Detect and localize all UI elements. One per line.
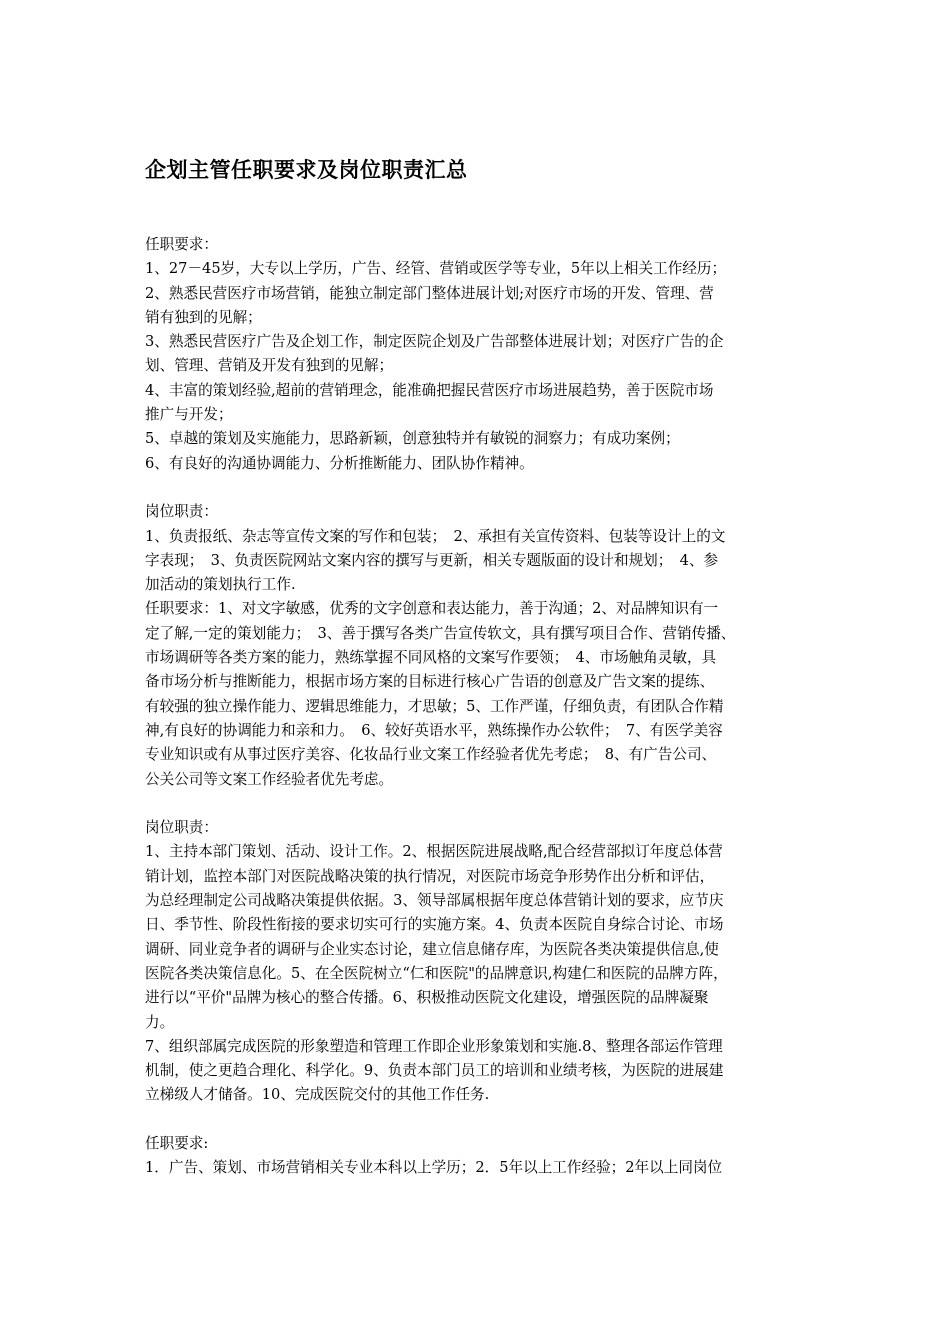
document-body xyxy=(145,233,815,1181)
text-line: 日、季节性、阶段性衔接的要求切实可行的实施方案。4、负责本医院自身综合讨论、市场 xyxy=(145,916,724,934)
text-line: 7、组织部属完成医院的形象塑造和管理工作即企业形象策划和实施.8、整理各部运作管理 xyxy=(145,1037,723,1055)
text-line: 公关公司等文案工作经验者优先考虑。 xyxy=(145,770,394,788)
text-line: 销有独到的见解； xyxy=(145,308,262,326)
text-line: 备市场分析与推断能力，根据市场方案的目标进行核心广告语的创意及广告文案的提练、 xyxy=(145,673,715,691)
paragraph-gap xyxy=(145,476,815,500)
paragraph-gap xyxy=(145,1108,815,1132)
text-line: 立梯级人才储备。10、完成医院交付的其他工作任务. xyxy=(145,1086,490,1104)
text-line: 进行以“平价"品牌为核心的整合传播。6、积极推动医院文化建设，增强医院的品牌凝聚 xyxy=(145,989,709,1007)
text-line: 2、熟悉民营医疗市场营销，能独立制定部门整体进展计划;对医疗市场的开发、管理、营 xyxy=(145,284,714,302)
paragraph-gap xyxy=(145,792,815,816)
text-line: 1、27－45岁，大专以上学历，广告、经管、营销或医学等专业，5年以上相关工作经历； xyxy=(145,260,727,278)
text-line: 神,有良好的协调能力和亲和力。 6、较好英语水平，熟练操作办公软件； 7、有医学美容 xyxy=(145,721,723,739)
text-line: 任职要求: xyxy=(145,1134,209,1152)
text-line: 机制，使之更趋合理化、科学化。9、负责本部门员工的培训和业绩考核，为医院的进展建 xyxy=(145,1062,724,1080)
text-line: 加活动的策划执行工作. xyxy=(145,576,296,594)
text-line: 有较强的独立操作能力、逻辑思维能力，才思敏；5、工作严谨，仔细负责，有团队合作精 xyxy=(145,697,724,715)
text-line: 6、有良好的沟通协调能力、分析推断能力、团队协作精神。 xyxy=(145,454,534,472)
text-line: 岗位职责： xyxy=(145,819,218,837)
text-line: 销计划，监控本部门对医院战略决策的执行情况，对医院市场竞争形势作出分析和评估， xyxy=(145,867,715,885)
text-line: 1、主持本部门策划、活动、设计工作。2、根据医院进展战略,配合经营部拟订年度总体营 xyxy=(145,843,723,861)
text-line: 定了解,一定的策划能力； 3、善于撰写各类广告宣传软文，具有撰写项目合作、营销传播、 xyxy=(145,624,736,642)
text-line: 字表现； 3、负责医院网站文案内容的撰写与更新，相关专题版面的设计和规划； 4、参 xyxy=(145,551,719,569)
text-line: 推广与开发； xyxy=(145,406,233,424)
text-line: 市场调研等各类方案的能力，熟练掌握不同风格的文案写作要领； 4、市场触角灵敏，具 xyxy=(145,649,717,667)
text-line: 专业知识或有从事过医疗美容、化妆品行业文案工作经验者优先考虑； 8、有广告公司、 xyxy=(145,746,717,764)
text-line: 4、丰富的策划经验,超前的营销理念，能准确把握民营医疗市场进展趋势，善于医院市场 xyxy=(145,381,714,399)
text-line: 医院各类决策信息化。5、在全医院树立“仁和医院"的品牌意识,构建仁和医院的品牌方阵， xyxy=(145,964,728,982)
text-line: 调研、同业竞争者的调研与企业实态讨论，建立信息储存库，为医院各类决策提供信息,使 xyxy=(145,940,719,958)
text-line: 为总经理制定公司战略决策提供依据。3、领导部属根据年度总体营销计划的要求，应节庆 xyxy=(145,892,724,910)
text-line: 1．广告、策划、市场营销相关专业本科以上学历；2．5年以上工作经验；2年以上同岗位 xyxy=(145,1159,723,1177)
text-line: 任职要求：1、对文字敏感，优秀的文字创意和表达能力，善于沟通；2、对品牌知识有一 xyxy=(145,600,719,618)
text-line: 3、熟悉民营医疗广告及企划工作，制定医院企划及广告部整体进展计划；对医疗广告的企 xyxy=(145,333,724,351)
document-title: 企划主管任职要求及岗位职责汇总 xyxy=(145,158,468,182)
text-line: 1、负责报纸、杂志等宣传文案的写作和包装； 2、承担有关宣传资料、包装等设计上的文 xyxy=(145,527,726,545)
text-line: 划、管理、营销及开发有独到的见解； xyxy=(145,357,394,375)
text-line: 5、卓越的策划及实施能力，思路新颖，创意独特并有敏锐的洞察力；有成功案例； xyxy=(145,430,680,448)
text-line: 岗位职责： xyxy=(145,503,218,521)
text-line: 任职要求： xyxy=(145,236,218,253)
text-line: 力。 xyxy=(145,1013,175,1031)
